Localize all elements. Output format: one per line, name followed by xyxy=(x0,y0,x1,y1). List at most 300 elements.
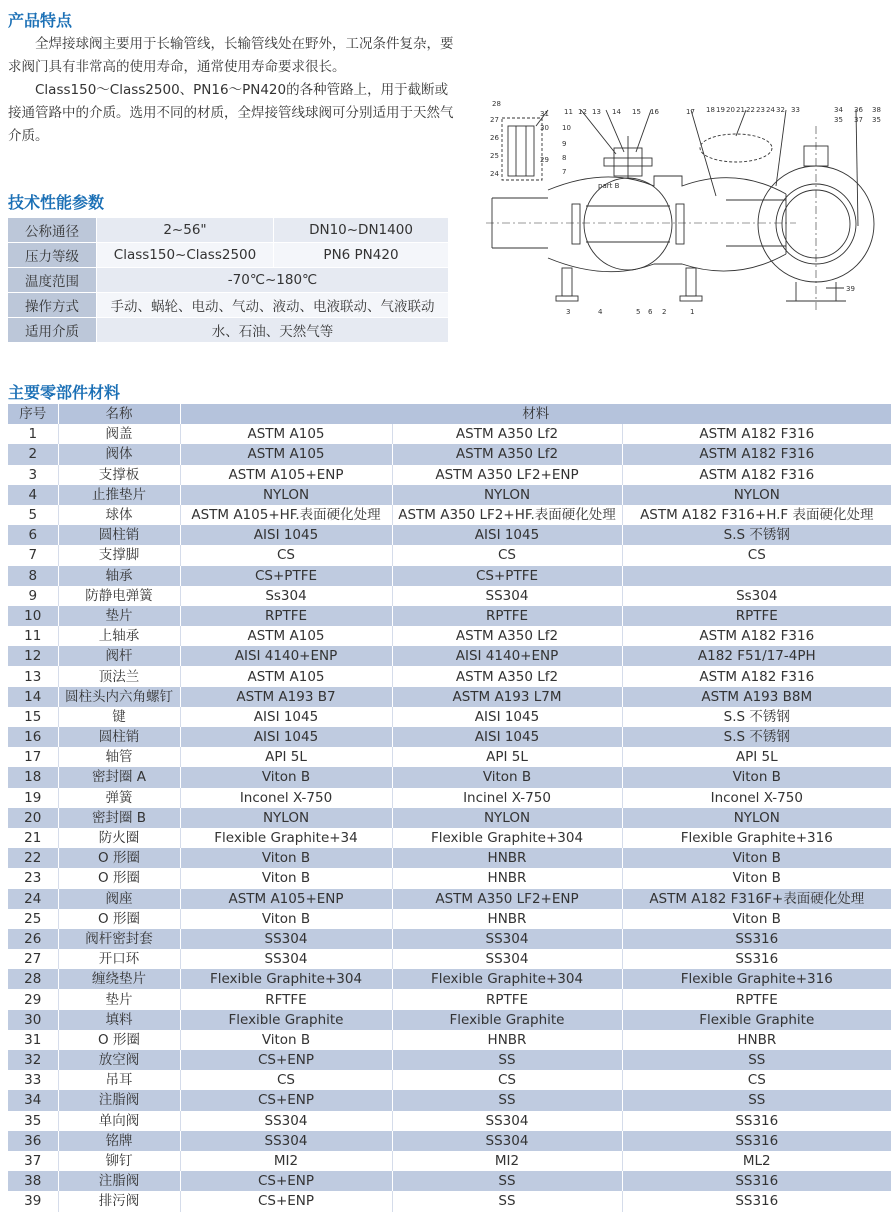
cell-material-1: RFTFE xyxy=(180,989,392,1009)
cell-no: 33 xyxy=(8,1070,58,1090)
cell-material-1: AISI 4140+ENP xyxy=(180,646,392,666)
cell-no: 4 xyxy=(8,485,58,505)
table-row xyxy=(8,525,891,545)
cell-material-2: SS xyxy=(392,1191,622,1211)
cell-name: 单向阀 xyxy=(58,1111,180,1131)
cell-material-3: ASTM A193 B8M xyxy=(622,687,891,707)
callout-14: 14 xyxy=(612,108,621,116)
table-row xyxy=(8,1070,891,1090)
callout-21: 21 xyxy=(736,106,745,114)
cell-name: O 形圈 xyxy=(58,848,180,868)
cell-name: 止推垫片 xyxy=(58,485,180,505)
callout-1: 1 xyxy=(690,308,695,316)
cell-no: 5 xyxy=(8,505,58,525)
cell-material-2: AISI 1045 xyxy=(392,707,622,727)
spec-value: 水、石油、天然气等 xyxy=(97,318,449,343)
callout-5: 5 xyxy=(636,308,641,316)
cell-material-2: SS304 xyxy=(392,929,622,949)
table-row xyxy=(8,505,891,525)
table-row xyxy=(8,666,891,686)
callout-18: 18 xyxy=(706,106,715,114)
spec-value: DN10~DN1400 xyxy=(274,218,449,243)
table-row xyxy=(8,727,891,747)
cell-material-1: CS xyxy=(180,545,392,565)
table-row xyxy=(8,1050,891,1070)
table-row xyxy=(8,606,891,626)
callout-38: 38 xyxy=(872,106,881,114)
cell-no: 18 xyxy=(8,767,58,787)
cell-material-1: NYLON xyxy=(180,485,392,505)
cell-name: 开口环 xyxy=(58,949,180,969)
cell-material-3: NYLON xyxy=(622,485,891,505)
spec-row xyxy=(8,268,448,293)
table-row xyxy=(8,828,891,848)
callout-9: 9 xyxy=(562,140,567,148)
cell-material-1: Viton B xyxy=(180,868,392,888)
cell-material-2: Viton B xyxy=(392,767,622,787)
header-name: 名称 xyxy=(58,404,180,424)
cell-no: 35 xyxy=(8,1111,58,1131)
cell-no: 22 xyxy=(8,848,58,868)
table-row xyxy=(8,889,891,909)
cell-material-3: CS xyxy=(622,1070,891,1090)
cell-name: 密封圈 A xyxy=(58,767,180,787)
table-row xyxy=(8,444,891,464)
cell-material-3: ASTM A182 F316+H.F 表面硬化处理 xyxy=(622,505,891,525)
table-row xyxy=(8,1191,891,1211)
cell-material-3: S.S 不锈钢 xyxy=(622,707,891,727)
table-row xyxy=(8,626,891,646)
spec-value: -70℃~180℃ xyxy=(97,268,449,293)
materials-title: 主要零部件材料 xyxy=(8,383,121,402)
features-para-2: Class150～Class2500、PN16～PN420的各种管路上，用于截断或接通管路中的介质。选用不同的材质，全焊接管线球阀可分别适用于天然气介质。 xyxy=(8,82,454,144)
header-material: 材料 xyxy=(180,404,891,424)
cell-no: 8 xyxy=(8,566,58,586)
cell-material-3: Flexible Graphite+316 xyxy=(622,969,891,989)
cell-material-2: AISI 4140+ENP xyxy=(392,646,622,666)
cell-material-3: HNBR xyxy=(622,1030,891,1050)
cell-material-3: ASTM A182 F316F+表面硬化处理 xyxy=(622,889,891,909)
spec-row xyxy=(8,243,448,268)
cell-material-3: Ss304 xyxy=(622,586,891,606)
callout-13: 13 xyxy=(592,108,601,116)
cell-material-2: AISI 1045 xyxy=(392,525,622,545)
cell-material-3: ASTM A182 F316 xyxy=(622,666,891,686)
table-row xyxy=(8,788,891,808)
callout-2: 2 xyxy=(662,308,667,316)
cell-no: 14 xyxy=(8,687,58,707)
table-row xyxy=(8,707,891,727)
cell-no: 29 xyxy=(8,989,58,1009)
cell-material-3: ML2 xyxy=(622,1151,891,1171)
cell-name: 阀体 xyxy=(58,444,180,464)
spec-row xyxy=(8,293,448,318)
table-row xyxy=(8,424,891,444)
cell-material-3: S.S 不锈钢 xyxy=(622,727,891,747)
cell-name: 键 xyxy=(58,707,180,727)
cell-no: 1 xyxy=(8,424,58,444)
cell-material-3: NYLON xyxy=(622,808,891,828)
cell-material-3: SS316 xyxy=(622,929,891,949)
cell-no: 17 xyxy=(8,747,58,767)
features-text xyxy=(8,33,458,148)
specs-table xyxy=(8,218,448,343)
cell-material-1: Inconel X-750 xyxy=(180,788,392,808)
cell-name: 弹簧 xyxy=(58,788,180,808)
cell-material-2: Incinel X-750 xyxy=(392,788,622,808)
cell-material-3: SS316 xyxy=(622,1131,891,1151)
cell-material-2: SS xyxy=(392,1050,622,1070)
cell-material-2: RPTFE xyxy=(392,606,622,626)
cell-material-3: RPTFE xyxy=(622,989,891,1009)
cell-name: 密封圈 B xyxy=(58,808,180,828)
callout-24b: 24 xyxy=(766,106,775,114)
cell-material-1: SS304 xyxy=(180,1111,392,1131)
callout-26: 26 xyxy=(490,134,499,142)
cell-material-3: ASTM A182 F316 xyxy=(622,444,891,464)
callout-37: 37 xyxy=(854,116,863,124)
callout-31: 31 xyxy=(540,110,549,118)
materials-table xyxy=(8,404,891,1212)
cell-material-2: ASTM A350 Lf2 xyxy=(392,666,622,686)
callout-8: 8 xyxy=(562,154,567,162)
callout-28: 28 xyxy=(492,100,501,108)
cell-material-3: SS316 xyxy=(622,1191,891,1211)
spec-label: 适用介质 xyxy=(8,318,97,343)
callout-17: 17 xyxy=(686,108,695,116)
cell-no: 6 xyxy=(8,525,58,545)
cell-material-2: CS+PTFE xyxy=(392,566,622,586)
cell-no: 7 xyxy=(8,545,58,565)
table-row xyxy=(8,1090,891,1110)
table-row xyxy=(8,949,891,969)
callout-6: 6 xyxy=(648,308,653,316)
cell-material-1: CS xyxy=(180,1070,392,1090)
callout-23: 23 xyxy=(756,106,765,114)
cell-name: 轴承 xyxy=(58,566,180,586)
cell-name: 注脂阀 xyxy=(58,1171,180,1191)
cell-material-1: CS+ENP xyxy=(180,1050,392,1070)
cell-no: 10 xyxy=(8,606,58,626)
cell-name: 排污阀 xyxy=(58,1191,180,1211)
cell-material-3: Viton B xyxy=(622,909,891,929)
cell-name: 圆柱头内六角螺钉 xyxy=(58,687,180,707)
cell-material-2: ASTM A350 LF2+ENP xyxy=(392,465,622,485)
callout-16: 16 xyxy=(650,108,659,116)
cell-name: 支撑脚 xyxy=(58,545,180,565)
cell-material-2: ASTM A350 Lf2 xyxy=(392,444,622,464)
cell-no: 12 xyxy=(8,646,58,666)
cell-material-3: ASTM A182 F316 xyxy=(622,424,891,444)
cell-material-2: Flexible Graphite xyxy=(392,1010,622,1030)
callout-12: 12 xyxy=(578,108,587,116)
cell-name: O 形圈 xyxy=(58,868,180,888)
cell-material-1: ASTM A105 xyxy=(180,626,392,646)
cell-name: 上轴承 xyxy=(58,626,180,646)
cell-material-1: Ss304 xyxy=(180,586,392,606)
table-row xyxy=(8,465,891,485)
cell-material-3: CS xyxy=(622,545,891,565)
table-row xyxy=(8,989,891,1009)
header-no: 序号 xyxy=(8,404,58,424)
cell-material-2: NYLON xyxy=(392,808,622,828)
cell-material-1: ASTM A105+ENP xyxy=(180,889,392,909)
cell-material-2: HNBR xyxy=(392,868,622,888)
cell-material-1: API 5L xyxy=(180,747,392,767)
cell-no: 31 xyxy=(8,1030,58,1050)
cell-name: 缠绕垫片 xyxy=(58,969,180,989)
cell-material-3: Viton B xyxy=(622,848,891,868)
cell-material-1: Viton B xyxy=(180,909,392,929)
table-row xyxy=(8,566,891,586)
cell-material-3: SS xyxy=(622,1050,891,1070)
cell-material-3 xyxy=(622,566,891,586)
cell-material-2: SS304 xyxy=(392,1131,622,1151)
callout-24: 24 xyxy=(490,170,499,178)
cell-name: 阀盖 xyxy=(58,424,180,444)
cell-material-1: AISI 1045 xyxy=(180,727,392,747)
cell-material-2: CS xyxy=(392,1070,622,1090)
cell-material-1: SS304 xyxy=(180,949,392,969)
callout-22: 22 xyxy=(746,106,755,114)
cell-material-2: ASTM A350 Lf2 xyxy=(392,626,622,646)
cell-no: 38 xyxy=(8,1171,58,1191)
callout-32: 32 xyxy=(776,106,785,114)
table-row xyxy=(8,909,891,929)
cell-name: 圆柱销 xyxy=(58,525,180,545)
table-row xyxy=(8,1010,891,1030)
cell-no: 3 xyxy=(8,465,58,485)
cell-no: 25 xyxy=(8,909,58,929)
cell-material-1: SS304 xyxy=(180,1131,392,1151)
cell-material-1: CS+PTFE xyxy=(180,566,392,586)
cell-no: 13 xyxy=(8,666,58,686)
cell-material-3: Flexible Graphite+316 xyxy=(622,828,891,848)
cell-name: 轴管 xyxy=(58,747,180,767)
cell-no: 21 xyxy=(8,828,58,848)
cell-name: 阀杆 xyxy=(58,646,180,666)
callout-30: 30 xyxy=(540,124,549,132)
cell-material-2: SS304 xyxy=(392,949,622,969)
cell-material-2: Flexible Graphite+304 xyxy=(392,969,622,989)
cell-no: 2 xyxy=(8,444,58,464)
cell-name: 圆柱销 xyxy=(58,727,180,747)
cell-material-1: ASTM A105 xyxy=(180,666,392,686)
cell-no: 16 xyxy=(8,727,58,747)
cell-no: 37 xyxy=(8,1151,58,1171)
cell-material-1: CS+ENP xyxy=(180,1191,392,1211)
table-row xyxy=(8,1030,891,1050)
callout-7: 7 xyxy=(562,168,567,176)
callout-25: 25 xyxy=(490,152,499,160)
cell-material-2: SS304 xyxy=(392,586,622,606)
cell-material-1: ASTM A105 xyxy=(180,444,392,464)
callout-35b: 35 xyxy=(872,116,881,124)
cell-material-1: ASTM A105+ENP xyxy=(180,465,392,485)
spec-label: 公称通径 xyxy=(8,218,97,243)
table-row xyxy=(8,1111,891,1131)
spec-label: 压力等级 xyxy=(8,243,97,268)
cell-material-2: NYLON xyxy=(392,485,622,505)
table-row xyxy=(8,1151,891,1171)
cell-material-1: CS+ENP xyxy=(180,1090,392,1110)
cell-name: 防静电弹簧 xyxy=(58,586,180,606)
cell-material-1: SS304 xyxy=(180,929,392,949)
cell-no: 26 xyxy=(8,929,58,949)
cell-material-3: SS316 xyxy=(622,1111,891,1131)
cell-name: 放空阀 xyxy=(58,1050,180,1070)
cell-no: 24 xyxy=(8,889,58,909)
callout-39: 39 xyxy=(846,285,855,293)
callout-3: 3 xyxy=(566,308,571,316)
callout-35: 35 xyxy=(834,116,843,124)
table-row xyxy=(8,1131,891,1151)
cell-name: 垫片 xyxy=(58,989,180,1009)
table-row xyxy=(8,767,891,787)
table-row xyxy=(8,646,891,666)
cell-material-1: MI2 xyxy=(180,1151,392,1171)
cell-material-1: Flexible Graphite+34 xyxy=(180,828,392,848)
cell-material-1: AISI 1045 xyxy=(180,707,392,727)
cell-no: 36 xyxy=(8,1131,58,1151)
callout-20: 20 xyxy=(726,106,735,114)
table-row xyxy=(8,969,891,989)
cell-material-2: ASTM A350 LF2+ENP xyxy=(392,889,622,909)
spec-row xyxy=(8,318,448,343)
table-row xyxy=(8,808,891,828)
cell-name: 铭牌 xyxy=(58,1131,180,1151)
cell-name: 阀座 xyxy=(58,889,180,909)
callout-33: 33 xyxy=(791,106,800,114)
cell-material-1: NYLON xyxy=(180,808,392,828)
cell-name: 吊耳 xyxy=(58,1070,180,1090)
spec-label: 温度范围 xyxy=(8,268,97,293)
cell-material-2: MI2 xyxy=(392,1151,622,1171)
cell-material-2: HNBR xyxy=(392,1030,622,1050)
cell-material-3: Flexible Graphite xyxy=(622,1010,891,1030)
cell-material-2: ASTM A350 Lf2 xyxy=(392,424,622,444)
cell-name: 支撑板 xyxy=(58,465,180,485)
cell-material-2: ASTM A350 LF2+HF.表面硬化处理 xyxy=(392,505,622,525)
callout-10: 10 xyxy=(562,124,571,132)
cell-name: 阀杆密封套 xyxy=(58,929,180,949)
cell-material-1: ASTM A105+HF.表面硬化处理 xyxy=(180,505,392,525)
cell-material-1: Flexible Graphite xyxy=(180,1010,392,1030)
cell-material-2: SS304 xyxy=(392,1111,622,1131)
spec-value: PN6 PN420 xyxy=(274,243,449,268)
specs-title: 技术性能参数 xyxy=(8,193,105,212)
cell-material-3: SS316 xyxy=(622,1171,891,1191)
cell-material-2: ASTM A193 L7M xyxy=(392,687,622,707)
cell-material-3: API 5L xyxy=(622,747,891,767)
cell-material-3: SS xyxy=(622,1090,891,1110)
table-row xyxy=(8,1171,891,1191)
cell-material-1: Viton B xyxy=(180,848,392,868)
callout-34: 34 xyxy=(834,106,843,114)
part-b-label: part B xyxy=(598,182,620,190)
table-row xyxy=(8,687,891,707)
cell-name: 铆钉 xyxy=(58,1151,180,1171)
cell-name: 球体 xyxy=(58,505,180,525)
spec-row xyxy=(8,218,448,243)
cell-no: 30 xyxy=(8,1010,58,1030)
cell-no: 23 xyxy=(8,868,58,888)
cell-no: 28 xyxy=(8,969,58,989)
cell-material-1: ASTM A193 B7 xyxy=(180,687,392,707)
table-row xyxy=(8,545,891,565)
table-row xyxy=(8,868,891,888)
cell-material-2: SS xyxy=(392,1090,622,1110)
callout-29: 29 xyxy=(540,156,549,164)
cell-material-2: API 5L xyxy=(392,747,622,767)
features-title: 产品特点 xyxy=(8,11,73,30)
callout-15: 15 xyxy=(632,108,641,116)
cell-material-3: Viton B xyxy=(622,868,891,888)
spec-label: 操作方式 xyxy=(8,293,97,318)
cell-material-1: ASTM A105 xyxy=(180,424,392,444)
cell-material-3: SS316 xyxy=(622,949,891,969)
cell-name: 注脂阀 xyxy=(58,1090,180,1110)
cell-material-1: Viton B xyxy=(180,767,392,787)
cell-material-2: AISI 1045 xyxy=(392,727,622,747)
cell-material-3: Viton B xyxy=(622,767,891,787)
table-row xyxy=(8,848,891,868)
spec-value: 2~56" xyxy=(97,218,274,243)
cell-material-3: ASTM A182 F316 xyxy=(622,626,891,646)
cell-name: 顶法兰 xyxy=(58,666,180,686)
cell-no: 15 xyxy=(8,707,58,727)
cell-material-3: Inconel X-750 xyxy=(622,788,891,808)
table-row xyxy=(8,747,891,767)
cell-name: 防火圈 xyxy=(58,828,180,848)
cell-material-2: HNBR xyxy=(392,909,622,929)
valve-cross-section-drawing xyxy=(486,96,886,321)
cell-material-3: ASTM A182 F316 xyxy=(622,465,891,485)
callout-11: 11 xyxy=(564,108,573,116)
callout-27: 27 xyxy=(490,116,499,124)
cell-material-2: Flexible Graphite+304 xyxy=(392,828,622,848)
cell-name: 填料 xyxy=(58,1010,180,1030)
cell-name: O 形圈 xyxy=(58,1030,180,1050)
cell-material-2: HNBR xyxy=(392,848,622,868)
table-row xyxy=(8,586,891,606)
table-row xyxy=(8,485,891,505)
cell-material-2: RPTFE xyxy=(392,989,622,1009)
callout-19: 19 xyxy=(716,106,725,114)
cell-no: 39 xyxy=(8,1191,58,1211)
cell-material-1: CS+ENP xyxy=(180,1171,392,1191)
cell-material-2: SS xyxy=(392,1171,622,1191)
features-para-1: 全焊接球阀主要用于长输管线，长输管线处在野外，工况条件复杂，要求阀门具有非常高的使用寿命，通常使用寿命要求很长。 xyxy=(8,36,454,75)
cell-material-2: CS xyxy=(392,545,622,565)
cell-material-1: Viton B xyxy=(180,1030,392,1050)
callout-4: 4 xyxy=(598,308,603,316)
cell-material-3: RPTFE xyxy=(622,606,891,626)
table-row xyxy=(8,929,891,949)
cell-no: 11 xyxy=(8,626,58,646)
cell-material-3: A182 F51/17-4PH xyxy=(622,646,891,666)
cell-material-1: Flexible Graphite+304 xyxy=(180,969,392,989)
cell-material-1: AISI 1045 xyxy=(180,525,392,545)
callout-36: 36 xyxy=(854,106,863,114)
cell-material-1: RPTFE xyxy=(180,606,392,626)
cell-name: 垫片 xyxy=(58,606,180,626)
cell-no: 9 xyxy=(8,586,58,606)
spec-value: Class150~Class2500 xyxy=(97,243,274,268)
cell-no: 32 xyxy=(8,1050,58,1070)
cell-no: 27 xyxy=(8,949,58,969)
cell-name: O 形圈 xyxy=(58,909,180,929)
